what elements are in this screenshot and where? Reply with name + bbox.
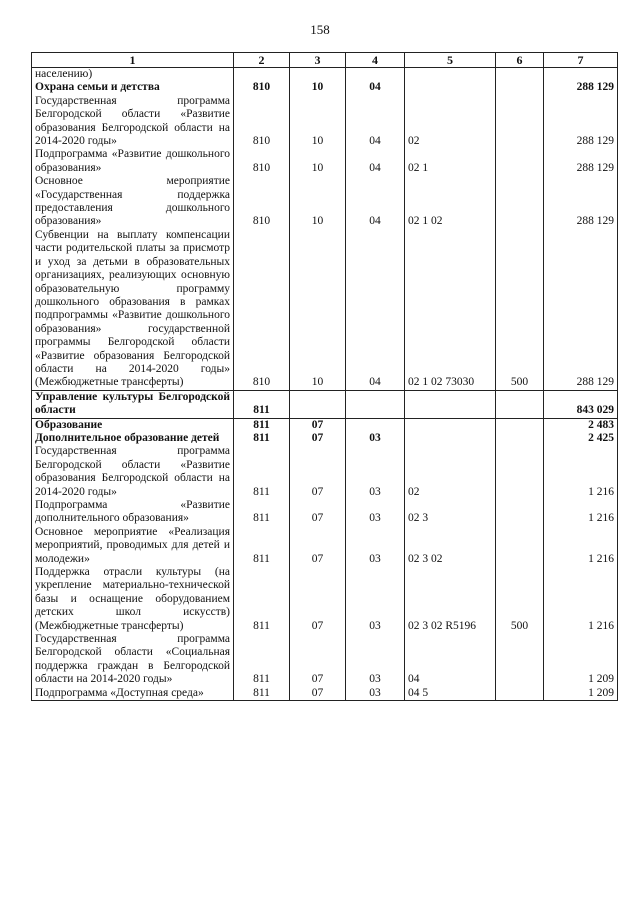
table-row <box>32 390 618 418</box>
cell-csr: 04 <box>405 633 496 687</box>
cell-vr <box>496 418 544 432</box>
column-header-pr: 4 <box>346 53 405 68</box>
cell-csr: 04 5 <box>405 687 496 701</box>
cell-sum: 843 029 <box>544 390 618 418</box>
column-header-rz: 3 <box>290 53 346 68</box>
cell-pr <box>346 68 405 82</box>
cell-pr: 03 <box>346 432 405 445</box>
cell-pr: 03 <box>346 566 405 633</box>
page-number: 158 <box>310 22 330 37</box>
cell-name: Подпрограмма «Развитие дополнительного образования» <box>32 499 234 526</box>
cell-name: Подпрограмма «Доступная среда» <box>32 687 234 701</box>
cell-ved: 810 <box>234 81 290 94</box>
cell-name: Охрана семьи и детства <box>32 81 234 94</box>
cell-vr <box>496 499 544 526</box>
table-row <box>32 175 618 229</box>
cell-vr <box>496 633 544 687</box>
cell-csr: 02 1 02 <box>405 175 496 229</box>
column-header-vr: 6 <box>496 53 544 68</box>
cell-name: Образование <box>32 418 234 432</box>
column-header-name: 1 <box>32 53 234 68</box>
cell-csr: 02 3 <box>405 499 496 526</box>
cell-csr <box>405 432 496 445</box>
cell-rz: 10 <box>290 81 346 94</box>
cell-rz <box>290 68 346 82</box>
budget-table <box>31 52 618 701</box>
cell-pr <box>346 418 405 432</box>
cell-ved: 811 <box>234 390 290 418</box>
cell-rz: 07 <box>290 445 346 499</box>
cell-ved: 810 <box>234 95 290 149</box>
cell-rz: 10 <box>290 175 346 229</box>
cell-csr <box>405 68 496 82</box>
cell-ved: 811 <box>234 526 290 566</box>
table-row <box>32 633 618 687</box>
cell-pr: 04 <box>346 81 405 94</box>
cell-rz: 10 <box>290 95 346 149</box>
cell-name: населению) <box>32 68 234 82</box>
cell-vr <box>496 526 544 566</box>
cell-ved: 811 <box>234 432 290 445</box>
cell-name: Подпрограмма «Развитие дошкольного образования» <box>32 148 234 175</box>
cell-ved: 811 <box>234 445 290 499</box>
cell-csr: 02 <box>405 95 496 149</box>
cell-ved: 811 <box>234 633 290 687</box>
cell-vr: 500 <box>496 566 544 633</box>
table-row <box>32 566 618 633</box>
cell-name: Основное мероприятие «Государственная поддержка предоставления дошкольного образования» <box>32 175 234 229</box>
cell-name: Государственная программа Белгородской области «Развитие образования Белгородской области на 2014-2020 годы» <box>32 95 234 149</box>
cell-sum: 1 216 <box>544 526 618 566</box>
cell-ved: 810 <box>234 229 290 390</box>
cell-ved: 811 <box>234 687 290 701</box>
cell-pr <box>346 390 405 418</box>
column-header-ved: 2 <box>234 53 290 68</box>
cell-pr: 03 <box>346 499 405 526</box>
cell-csr <box>405 390 496 418</box>
cell-vr <box>496 68 544 82</box>
cell-vr: 500 <box>496 229 544 390</box>
cell-sum: 288 129 <box>544 148 618 175</box>
cell-rz: 10 <box>290 229 346 390</box>
cell-ved: 811 <box>234 499 290 526</box>
cell-sum: 1 209 <box>544 633 618 687</box>
cell-csr <box>405 418 496 432</box>
cell-rz: 07 <box>290 687 346 701</box>
cell-sum: 288 129 <box>544 95 618 149</box>
cell-pr: 04 <box>346 175 405 229</box>
cell-pr: 03 <box>346 445 405 499</box>
table-row <box>32 526 618 566</box>
table-row <box>32 229 618 390</box>
cell-pr: 03 <box>346 687 405 701</box>
cell-name: Поддержка отрасли культуры (на укрепление материально-технической базы и оснащение оборудованием детских школ искусств) (Межбюджетные трансферты) <box>32 566 234 633</box>
cell-vr <box>496 687 544 701</box>
cell-sum: 288 129 <box>544 175 618 229</box>
cell-name: Государственная программа Белгородской области «Социальная поддержка граждан в Белгородской области на 2014-2020 годы» <box>32 633 234 687</box>
cell-name: Субвенции на выплату компенсации части родительской платы за присмотр и уход за детьми в образовательных организациях, реализующих основную образовательную программу дошкольного образования в рамках подпрограммы «Развитие дошкольного образования» государственной программы Белгородской области «Развитие образования Белгородской области на 2014-2020 годы» (Межбюджетные трансферты) <box>32 229 234 390</box>
table-row <box>32 95 618 149</box>
table-row <box>32 432 618 445</box>
cell-sum: 1 216 <box>544 445 618 499</box>
cell-csr: 02 3 02 <box>405 526 496 566</box>
table-row <box>32 418 618 432</box>
cell-vr <box>496 445 544 499</box>
cell-rz: 07 <box>290 432 346 445</box>
cell-pr: 04 <box>346 148 405 175</box>
cell-csr: 02 1 <box>405 148 496 175</box>
cell-ved: 811 <box>234 418 290 432</box>
cell-ved: 810 <box>234 148 290 175</box>
table-row <box>32 445 618 499</box>
cell-rz <box>290 390 346 418</box>
cell-vr <box>496 95 544 149</box>
cell-vr <box>496 175 544 229</box>
table-header-row <box>32 53 618 68</box>
cell-sum: 1 216 <box>544 566 618 633</box>
table-row <box>32 68 618 82</box>
cell-vr <box>496 148 544 175</box>
cell-rz: 07 <box>290 566 346 633</box>
cell-pr: 03 <box>346 526 405 566</box>
cell-sum: 2 483 <box>544 418 618 432</box>
table-row <box>32 148 618 175</box>
cell-ved: 810 <box>234 175 290 229</box>
cell-rz: 07 <box>290 633 346 687</box>
cell-pr: 04 <box>346 229 405 390</box>
table-row <box>32 81 618 94</box>
cell-rz: 07 <box>290 526 346 566</box>
cell-sum: 288 129 <box>544 81 618 94</box>
cell-rz: 07 <box>290 418 346 432</box>
cell-sum: 2 425 <box>544 432 618 445</box>
cell-csr: 02 <box>405 445 496 499</box>
cell-sum: 1 216 <box>544 499 618 526</box>
cell-vr <box>496 81 544 94</box>
column-header-sum: 7 <box>544 53 618 68</box>
cell-rz: 10 <box>290 148 346 175</box>
table-row <box>32 499 618 526</box>
cell-csr: 02 3 02 R5196 <box>405 566 496 633</box>
table-row <box>32 687 618 701</box>
cell-sum: 1 209 <box>544 687 618 701</box>
cell-vr <box>496 390 544 418</box>
cell-pr: 03 <box>346 633 405 687</box>
cell-sum <box>544 68 618 82</box>
cell-vr <box>496 432 544 445</box>
cell-sum: 288 129 <box>544 229 618 390</box>
cell-name: Основное мероприятие «Реализация мероприятий, проводимых для детей и молодежи» <box>32 526 234 566</box>
cell-csr <box>405 81 496 94</box>
cell-name: Дополнительное образование детей <box>32 432 234 445</box>
cell-ved: 811 <box>234 566 290 633</box>
column-header-csr: 5 <box>405 53 496 68</box>
cell-pr: 04 <box>346 95 405 149</box>
cell-ved <box>234 68 290 82</box>
cell-name: Управление культуры Белгородской области <box>32 390 234 418</box>
cell-name: Государственная программа Белгородской области «Развитие образования Белгородской области на 2014-2020 годы» <box>32 445 234 499</box>
table-body <box>32 68 618 701</box>
cell-csr: 02 1 02 73030 <box>405 229 496 390</box>
cell-rz: 07 <box>290 499 346 526</box>
